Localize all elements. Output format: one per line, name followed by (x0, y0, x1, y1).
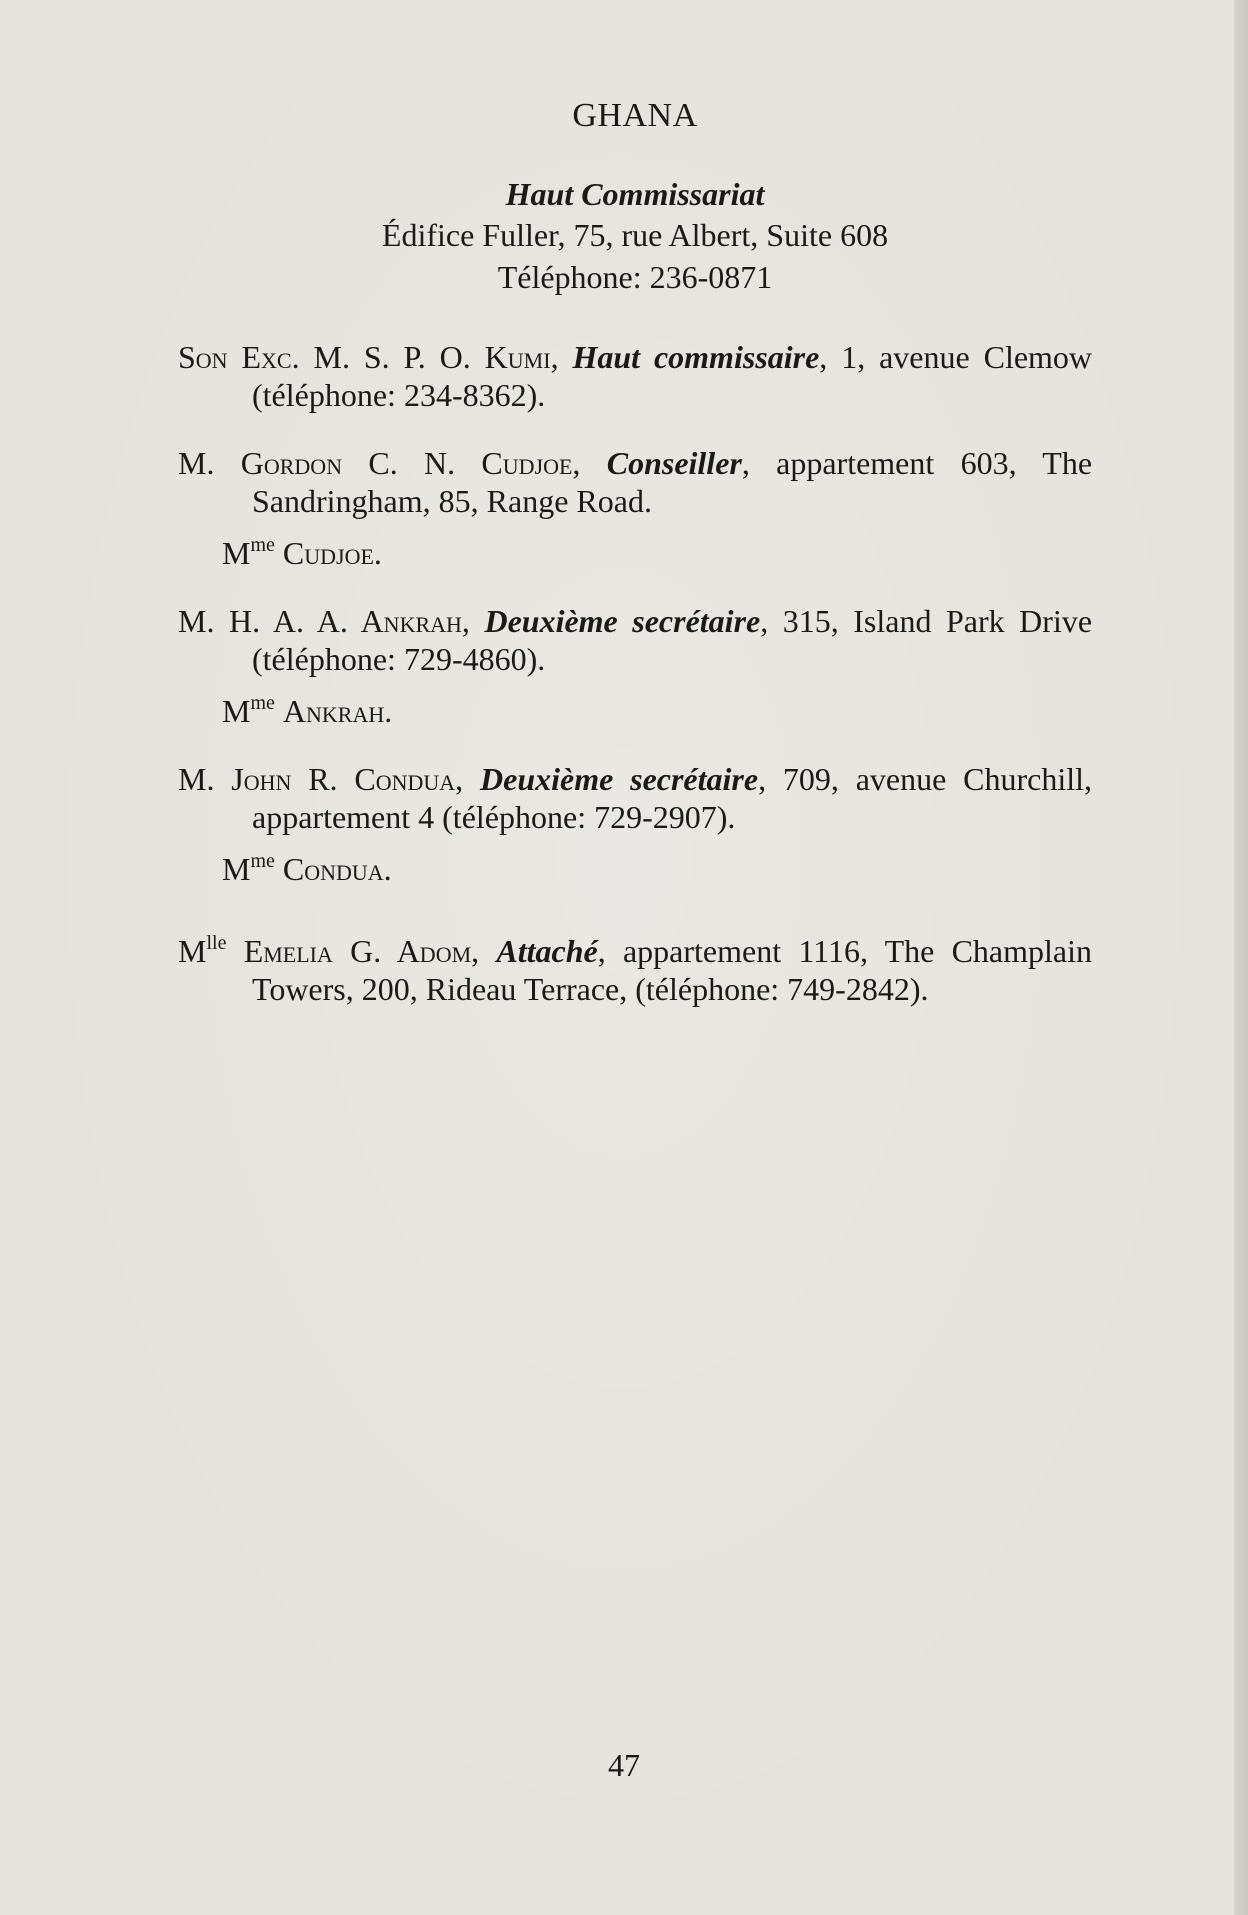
staff-entry (178, 760, 1092, 836)
spouse-entry (222, 692, 1092, 730)
spouse-name: Condua. (282, 851, 392, 887)
document-body (178, 96, 1092, 1038)
staff-entry (178, 338, 1092, 414)
spouse-name: Ankrah. (282, 693, 393, 729)
entry-name: H. A. A. Ankrah (228, 603, 462, 639)
entry-name: Gordon C. N. Cudjoe (240, 445, 573, 481)
staff-entry (178, 602, 1092, 678)
office-phone: Téléphone: 236-0871 (497, 259, 773, 295)
entry-name: John R. Condua (231, 761, 456, 797)
entry-title: Deuxième secrétaire (480, 761, 759, 797)
spouse-prefix: M (222, 851, 251, 887)
entry-details: , appartement 603, The Sandringham, 85, Range Road. (252, 445, 1093, 519)
office-title: Haut Commissariat (505, 176, 765, 212)
entry-prefix: M. (178, 603, 215, 639)
staff-entry (178, 444, 1092, 520)
entry-prefix: M (178, 933, 207, 969)
entry-separator: , (572, 445, 581, 481)
page-edge (1234, 0, 1248, 1915)
entry-name: Emelia G. Adom (243, 933, 472, 969)
staff-entry (178, 932, 1092, 1008)
spouse-name: Cudjoe. (282, 535, 382, 571)
entry-separator: , (455, 761, 464, 797)
entry-details: , 1, avenue Clemow (téléphone: 234-8362). (252, 339, 1093, 413)
country-heading: GHANA (572, 97, 698, 134)
entry-prefix-sup: lle (206, 932, 227, 954)
spouse-prefix-sup: me (250, 534, 275, 556)
entry-prefix: M. (178, 761, 215, 797)
page-number: 47 (608, 1747, 640, 1783)
entry-prefix: M. (178, 445, 215, 481)
entry-details: , 709, avenue Churchill, appartement 4 (téléphone: 729-2907). (252, 761, 1093, 835)
spouse-entry (222, 534, 1092, 572)
spouse-prefix-sup: me (250, 850, 275, 872)
entry-details: , 315, Island Park Drive (téléphone: 729-4860). (252, 603, 1093, 677)
entry-separator: , (461, 603, 470, 639)
office-address: Édifice Fuller, 75, rue Albert, Suite 608 (381, 217, 889, 253)
spouse-prefix: M (222, 535, 251, 571)
entry-title: Conseiller (606, 445, 742, 481)
entry-title: Haut commissaire (572, 339, 820, 375)
entry-title: Deuxième secrétaire (484, 603, 761, 639)
entry-prefix: Son Exc. (178, 339, 300, 375)
spouse-prefix: M (222, 693, 251, 729)
entry-details: , appartement 1116, The Champlain Towers, 200, Rideau Terrace, (téléphone: 749-2842). (252, 933, 1093, 1007)
entry-separator: , (471, 933, 480, 969)
entry-name: M. S. P. O. Kumi (313, 339, 551, 375)
spouse-prefix-sup: me (250, 692, 275, 714)
entry-title: Attaché (496, 933, 598, 969)
spouse-entry (222, 850, 1092, 888)
entry-separator: , (550, 339, 559, 375)
